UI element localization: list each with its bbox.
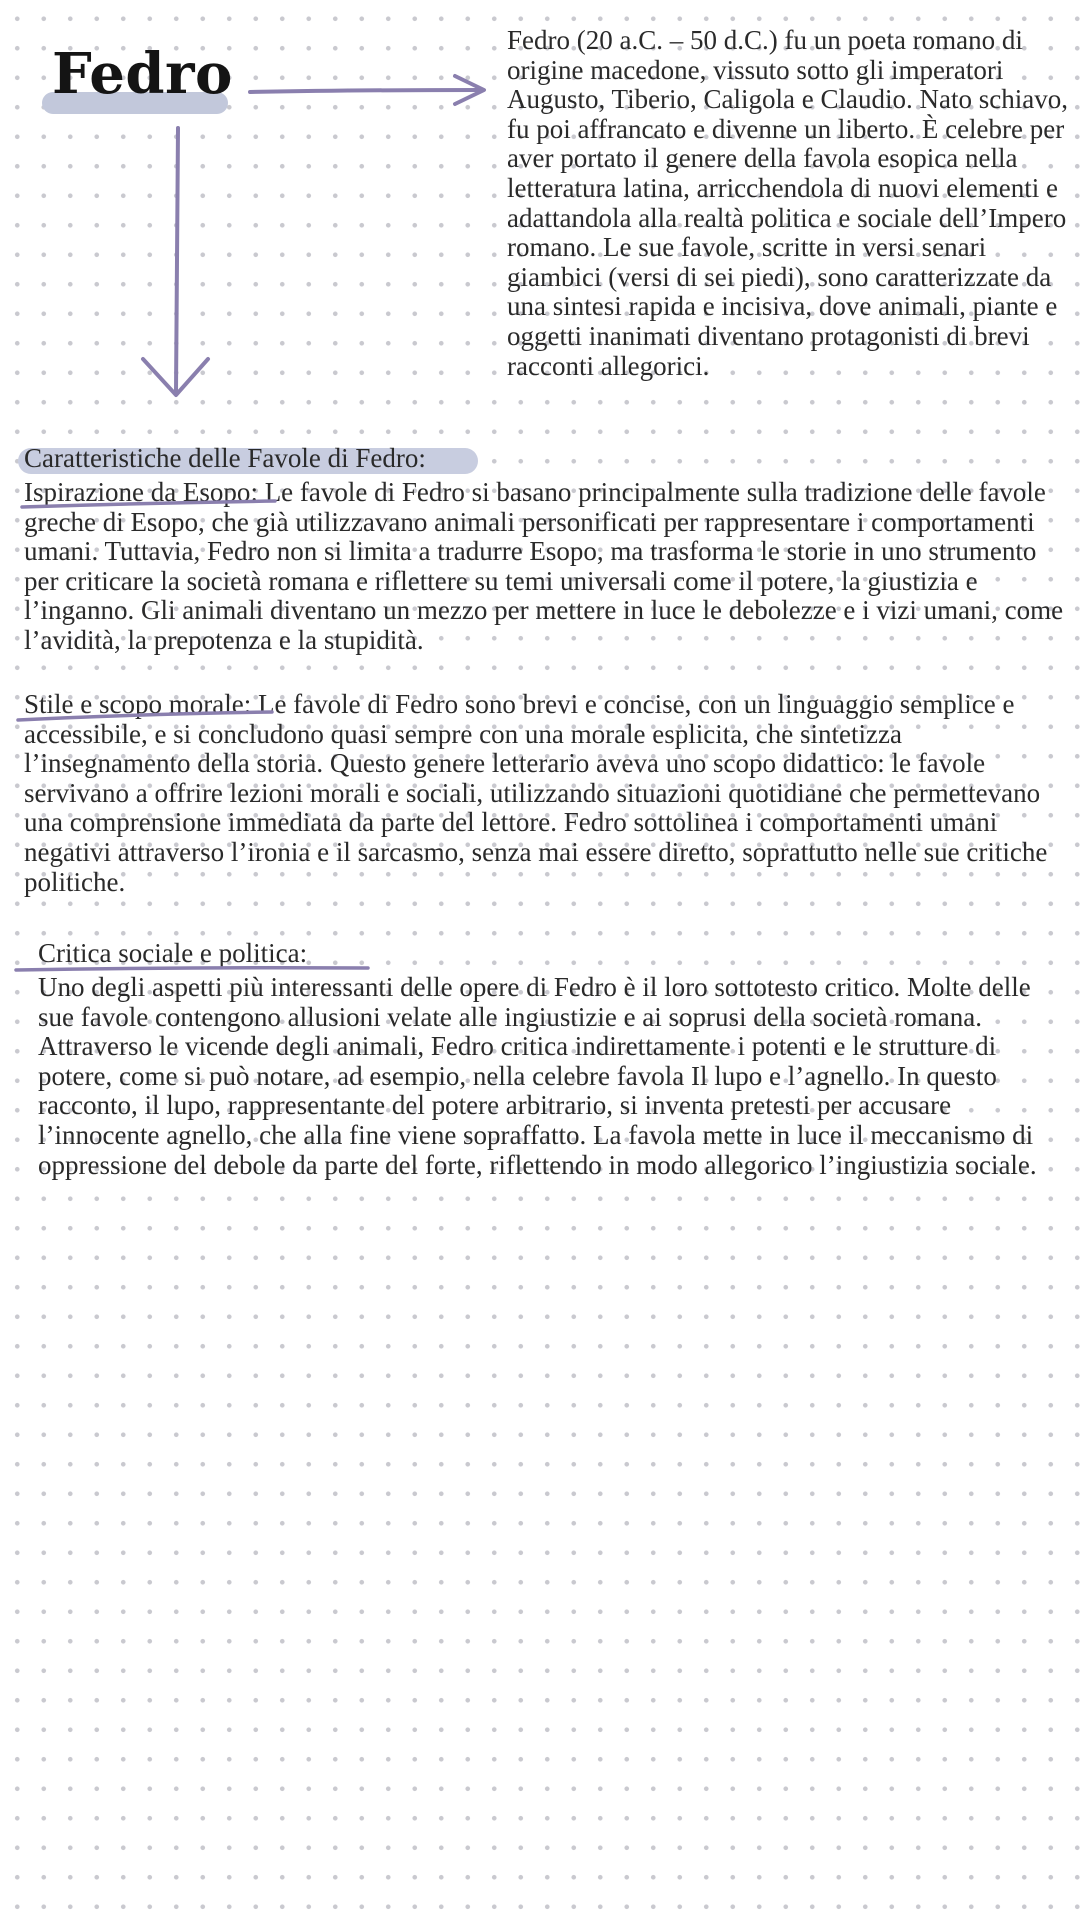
term-stile: Stile e scopo morale [24, 689, 244, 719]
arrow-down-icon [143, 128, 208, 395]
stile-text: : Le favole di Fedro sono brevi e concise, con un linguaggio semplice e accessibile, e si concludono quasi sempre con una morale esplicita, che sintetizza l’insegnamento della storia. Questo genere letterario aveva uno scopo didattico: le favole servivano a offrire lezioni morali e sociali, utilizzando situazioni quotidiane che permettevano una comprensione immediata da parte del lettore. Fedro sottolinea i comportamenti umani negativi attraverso l’ironia e il sarcasmo, senza mai essere diretto, soprattutto nelle sue critiche politiche. [24, 689, 1048, 897]
page-title: Fedro [52, 41, 233, 107]
section-heading: Caratteristiche delle Favole di Fedro: [24, 443, 426, 473]
title-block [40, 36, 233, 120]
term-ispirazione: Ispirazione da Esopo [24, 477, 251, 507]
arrow-right-icon [250, 76, 484, 104]
paragraph-ispirazione [24, 478, 1064, 656]
intro-paragraph: Fedro (20 a.C. – 50 d.C.) fu un poeta romano di origine macedone, vissuto sotto gli imperatori Augusto, Tiberio, Caligola e Claudio. Nato schiavo, fu poi affrancato e divenne un liberto. È celebre per aver portato il genere della favola esopica nella letteratura latina, arricchendola di nuovi elementi e adattandola alla realtà politica e sociale dell’Impero romano. Le sue favole, scritte in versi senari giambici (versi di sei piedi), sono caratterizzate da una sintesi rapida e incisiva, dove animali, piante e oggetti inanimati diventano protagonisti di brevi racconti allegorici. [507, 25, 1068, 381]
critica-heading: Critica sociale e politica: [38, 938, 308, 968]
paragraph-stile [24, 690, 1064, 897]
ispirazione-text: : Le favole di Fedro si basano principalmente sulla tradizione delle favole greche di Esopo, che già utilizzavano animali personificati per rappresentare i comportamenti umani. Tuttavia, Fedro non si limita a tradurre Esopo, ma trasforma le storie in uno strumento per criticare la società romana e riflettere su temi universali come il potere, la giustizia e l’inganno. Gli animali diventano un mezzo per mettere in luce le debolezze e i vizi umani, come l’avidità, la prepotenza e la stupidità. [24, 477, 1064, 655]
critica-paragraph: Uno degli aspetti più interessanti delle opere di Fedro è il loro sottotesto critico. Molte delle sue favole contengono allusioni velate alle ingiustizie e ai soprusi della società romana. Attraverso le vicende degli animali, Fedro critica indirettamente i potenti e le strutture di potere, come si può notare, ad esempio, nella celebre favola Il lupo e l’agnello. In questo racconto, il lupo, rappresentante del potere arbitrario, si inventa pretesti per accusare l’innocente agnello, che alla fine viene sopraffatto. La favola mette in luce il meccanismo di oppressione del debole da parte del forte, riflettendo in modo allegorico l’ingiustizia sociale. [38, 972, 1037, 1180]
